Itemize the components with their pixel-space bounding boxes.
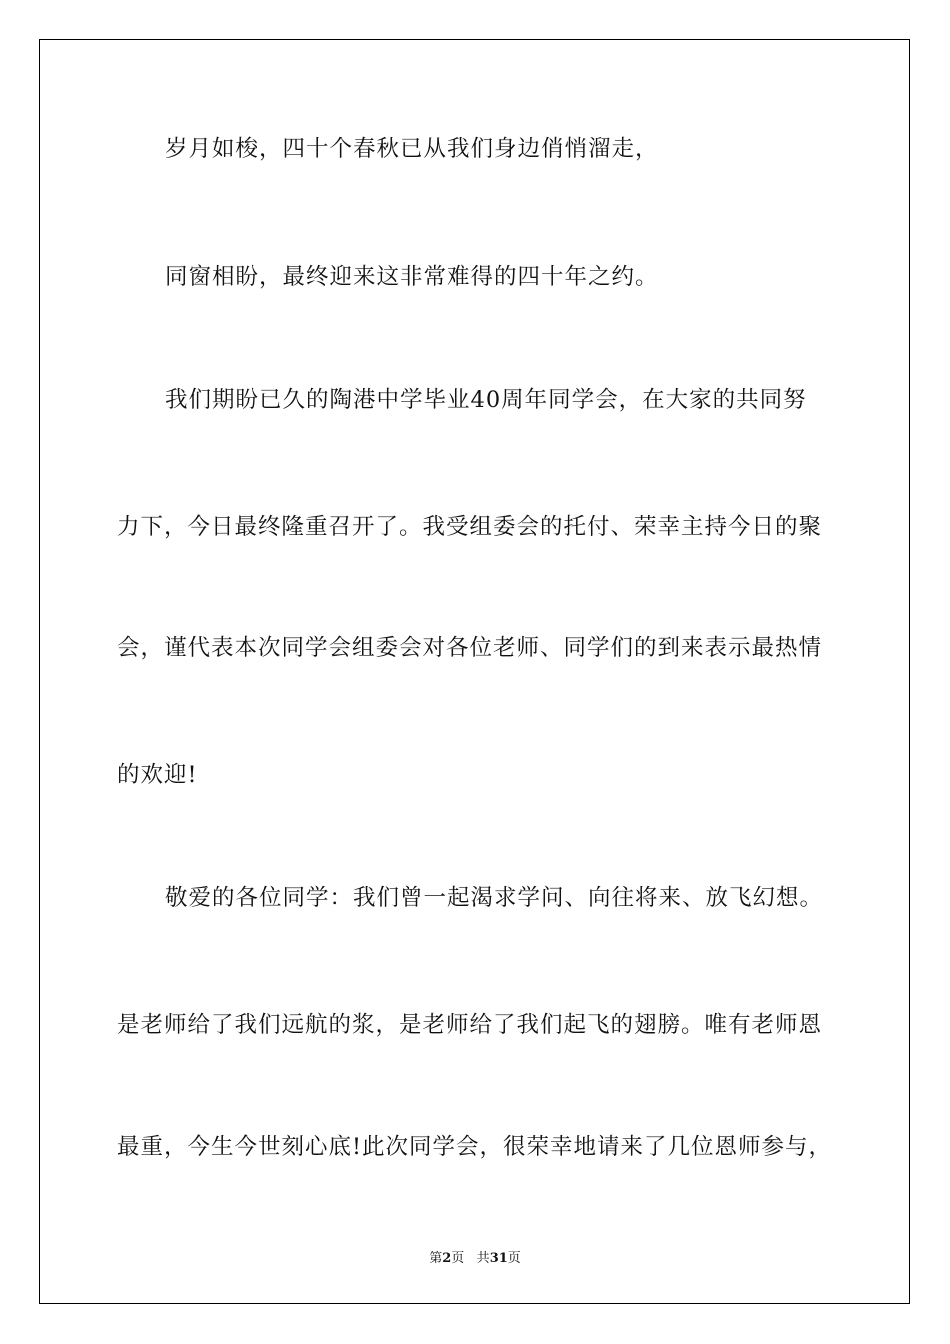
paragraph-line: 是老师给了我们远航的浆，是老师给了我们起飞的翅膀。唯有老师恩	[117, 1012, 823, 1038]
page-footer	[0, 1247, 950, 1266]
paragraph-line: 最重，今生今世刻心底!此次同学会，很荣幸地请来了几位恩师参与，	[117, 1134, 833, 1160]
paragraph-line: 的欢迎!	[117, 762, 198, 788]
paragraph-line: 我们期盼已久的陶港中学毕业40周年同学会，在大家的共同努	[165, 387, 807, 413]
page-prefix: 第	[429, 1251, 443, 1266]
total-prefix: 共	[476, 1251, 490, 1266]
paragraph-line: 岁月如梭，四十个春秋已从我们身边俏悄溜走，	[165, 136, 659, 162]
paragraph-line: 同窗相盼，最终迎来这非常难得的四十年之约。	[165, 264, 659, 290]
paragraph-line: 力下，今日最终隆重召开了。我受组委会的托付、荣幸主持今日的聚	[117, 514, 823, 540]
page-number: 2	[442, 1251, 452, 1266]
paragraph-line: 敬爱的各位同学：我们曾一起渴求学问、向往将来、放飞幻想。	[165, 885, 824, 911]
page-suffix: 页	[451, 1251, 465, 1266]
paragraph-line: 会，谨代表本次同学会组委会对各位老师、同学们的到来表示最热情	[117, 635, 823, 661]
total-suffix: 页	[507, 1251, 521, 1266]
total-pages: 31	[489, 1251, 508, 1266]
